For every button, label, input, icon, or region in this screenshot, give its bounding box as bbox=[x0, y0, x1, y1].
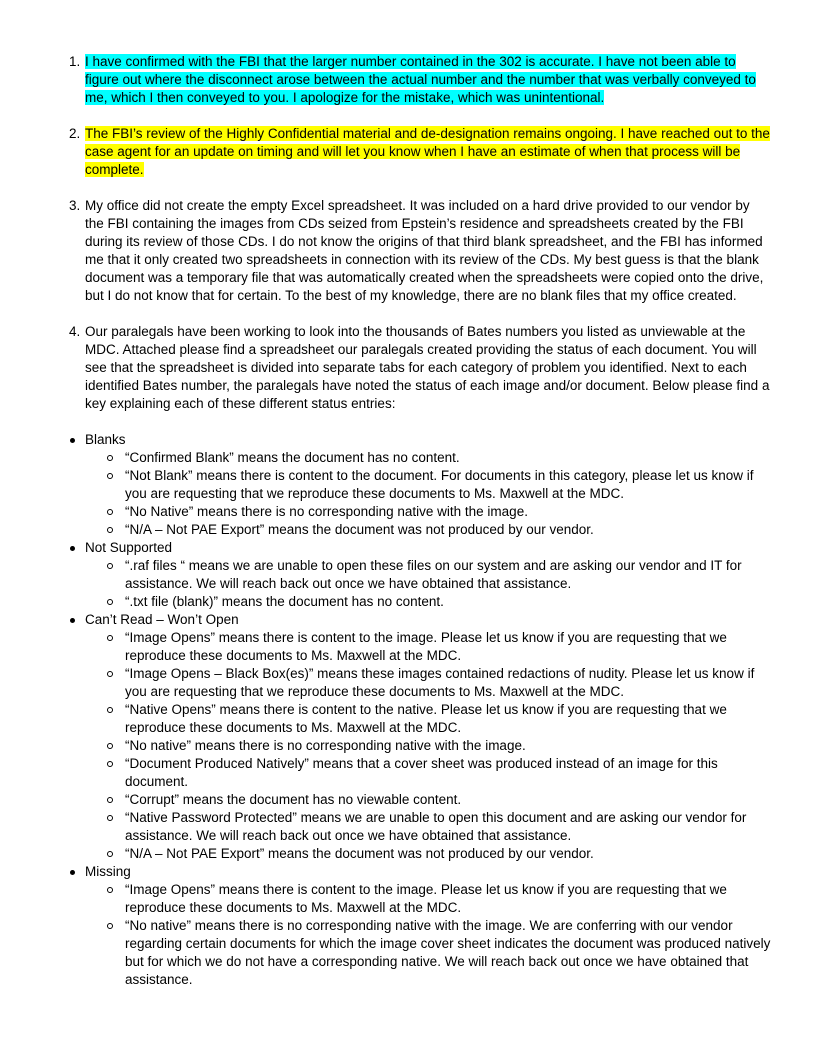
entry-text: “.txt file (blank)” means the document has no content. bbox=[125, 594, 444, 609]
sub-list bbox=[85, 881, 816, 989]
list-item bbox=[85, 593, 771, 611]
item-text: I have confirmed with the FBI that the larger number contained in the 302 is accurate. I have not been able to figure out where the disconnect arose between the actual number and the number that was verbally conveyed to me, which I then conveyed to you. I apologize for the mistake, which was unintentional. bbox=[85, 54, 756, 105]
entry-text: “No Native” means there is no corresponding native with the image. bbox=[125, 504, 528, 519]
list-item bbox=[85, 701, 771, 737]
sub-list bbox=[85, 629, 816, 863]
entry-text: “N/A – Not PAE Export” means the document was not produced by our vendor. bbox=[125, 846, 594, 861]
entry-text: “Image Opens” means there is content to the image. Please let us know if you are requesting that we reproduce these documents to Ms. Maxwell at the MDC. bbox=[125, 630, 727, 663]
bullet-icon bbox=[70, 870, 75, 875]
item-number: 4. bbox=[69, 324, 81, 339]
hollow-bullet-icon bbox=[107, 509, 113, 515]
sub-list bbox=[85, 557, 816, 611]
item-number: 2. bbox=[69, 126, 81, 141]
hollow-bullet-icon bbox=[107, 797, 113, 803]
sub-list bbox=[85, 449, 816, 539]
entry-text: “Confirmed Blank” means the document has no content. bbox=[125, 450, 460, 465]
list-item bbox=[85, 467, 771, 503]
item-number: 1. bbox=[69, 54, 81, 69]
entry-text: “No native” means there is no corresponding native with the image. bbox=[125, 738, 526, 753]
bullet-icon bbox=[70, 546, 75, 551]
entry-text: “Image Opens” means there is content to the image. Please let us know if you are requesting that we reproduce these documents to Ms. Maxwell at the MDC. bbox=[125, 882, 727, 915]
category-label: Can’t Read – Won’t Open bbox=[85, 612, 239, 627]
entry-text: “Native Password Protected” means we are unable to open this document and are asking our vendor for assistance. We will reach back out once we have obtained that assistance. bbox=[125, 810, 747, 843]
category-blanks bbox=[0, 431, 816, 539]
list-item bbox=[85, 755, 771, 791]
list-item bbox=[85, 449, 771, 467]
bullet-icon bbox=[70, 438, 75, 443]
hollow-bullet-icon bbox=[107, 923, 113, 929]
category-missing bbox=[0, 863, 816, 989]
category-label: Not Supported bbox=[85, 540, 173, 555]
entry-text: “Image Opens – Black Box(es)” means these images contained redactions of nudity. Please let us know if you are requesting that we reproduce these documents to Ms. Maxwell at the MDC. bbox=[125, 666, 755, 699]
numbered-item bbox=[0, 197, 771, 305]
item-text: My office did not create the empty Excel spreadsheet. It was included on a hard drive provided to our vendor by the FBI containing the images from CDs seized from Epstein’s residence and spreadsheets created by the FBI during its review of those CDs. I do not know the origins of that third blank spreadsheet, and the FBI has informed me that it only created two spreadsheets in connection with its review of the CDs. My best guess is that the blank document was a temporary file that was automatically created when the spreadsheets were copied onto the drive, but I do not know that for certain. To the best of my knowledge, there are no blank files that my office created. bbox=[85, 198, 764, 303]
numbered-item bbox=[0, 125, 771, 179]
hollow-bullet-icon bbox=[107, 563, 113, 569]
hollow-bullet-icon bbox=[107, 527, 113, 533]
numbered-item bbox=[0, 53, 771, 107]
entry-text: “Native Opens” means there is content to the native. Please let us know if you are requesting that we reproduce these documents to Ms. Maxwell at the MDC. bbox=[125, 702, 727, 735]
item-number: 3. bbox=[69, 198, 81, 213]
list-item bbox=[85, 809, 771, 845]
hollow-bullet-icon bbox=[107, 455, 113, 461]
category-label: Missing bbox=[85, 864, 131, 879]
hollow-bullet-icon bbox=[107, 887, 113, 893]
list-item bbox=[85, 737, 771, 755]
hollow-bullet-icon bbox=[107, 671, 113, 677]
list-item bbox=[85, 881, 771, 917]
bullet-icon bbox=[70, 618, 75, 623]
hollow-bullet-icon bbox=[107, 743, 113, 749]
item-text: Our paralegals have been working to look into the thousands of Bates numbers you listed as unviewable at the MDC. Attached please find a spreadsheet our paralegals created providing the status of each document. You will see that the spreadsheet is divided into separate tabs for each category of problem you identified. Next to each identified Bates number, the paralegals have noted the status of each image and/or document. Below please find a key explaining each of these different status entries: bbox=[85, 324, 770, 411]
list-item bbox=[85, 845, 771, 863]
hollow-bullet-icon bbox=[107, 599, 113, 605]
hollow-bullet-icon bbox=[107, 761, 113, 767]
entry-text: “No native” means there is no corresponding native with the image. We are conferring with our vendor regarding certain documents for which the image cover sheet indicates the document was produced natively but for which we do not have a corresponding native. We will reach back out once we have obtained that assistance. bbox=[125, 918, 771, 987]
entry-text: “Document Produced Natively” means that a cover sheet was produced instead of an image for this document. bbox=[125, 756, 718, 789]
hollow-bullet-icon bbox=[107, 851, 113, 857]
numbered-item bbox=[0, 323, 771, 413]
hollow-bullet-icon bbox=[107, 707, 113, 713]
entry-text: “.raf files “ means we are unable to open these files on our system and are asking our vendor and IT for assistance. We will reach back out once we have obtained that assistance. bbox=[125, 558, 742, 591]
hollow-bullet-icon bbox=[107, 635, 113, 641]
list-item bbox=[85, 557, 771, 593]
list-item bbox=[85, 521, 771, 539]
status-key-list bbox=[0, 431, 816, 989]
list-item bbox=[85, 629, 771, 665]
numbered-list bbox=[0, 53, 816, 431]
item-text: The FBI’s review of the Highly Confidential material and de-designation remains ongoing. I have reached out to the case agent for an update on timing and will let you know when I have an estimate of when that process will be complete. bbox=[85, 126, 770, 177]
category-label: Blanks bbox=[85, 432, 126, 447]
hollow-bullet-icon bbox=[107, 473, 113, 479]
entry-text: “N/A – Not PAE Export” means the document was not produced by our vendor. bbox=[125, 522, 594, 537]
category-not-supported bbox=[0, 539, 816, 611]
hollow-bullet-icon bbox=[107, 815, 113, 821]
category-cant-read-wont-open bbox=[0, 611, 816, 863]
entry-text: “Not Blank” means there is content to the document. For documents in this category, please let us know if you are requesting that we reproduce these documents to Ms. Maxwell at the MDC. bbox=[125, 468, 754, 501]
entry-text: “Corrupt” means the document has no viewable content. bbox=[125, 792, 462, 807]
list-item bbox=[85, 791, 771, 809]
list-item bbox=[85, 917, 771, 989]
list-item bbox=[85, 665, 771, 701]
list-item bbox=[85, 503, 771, 521]
